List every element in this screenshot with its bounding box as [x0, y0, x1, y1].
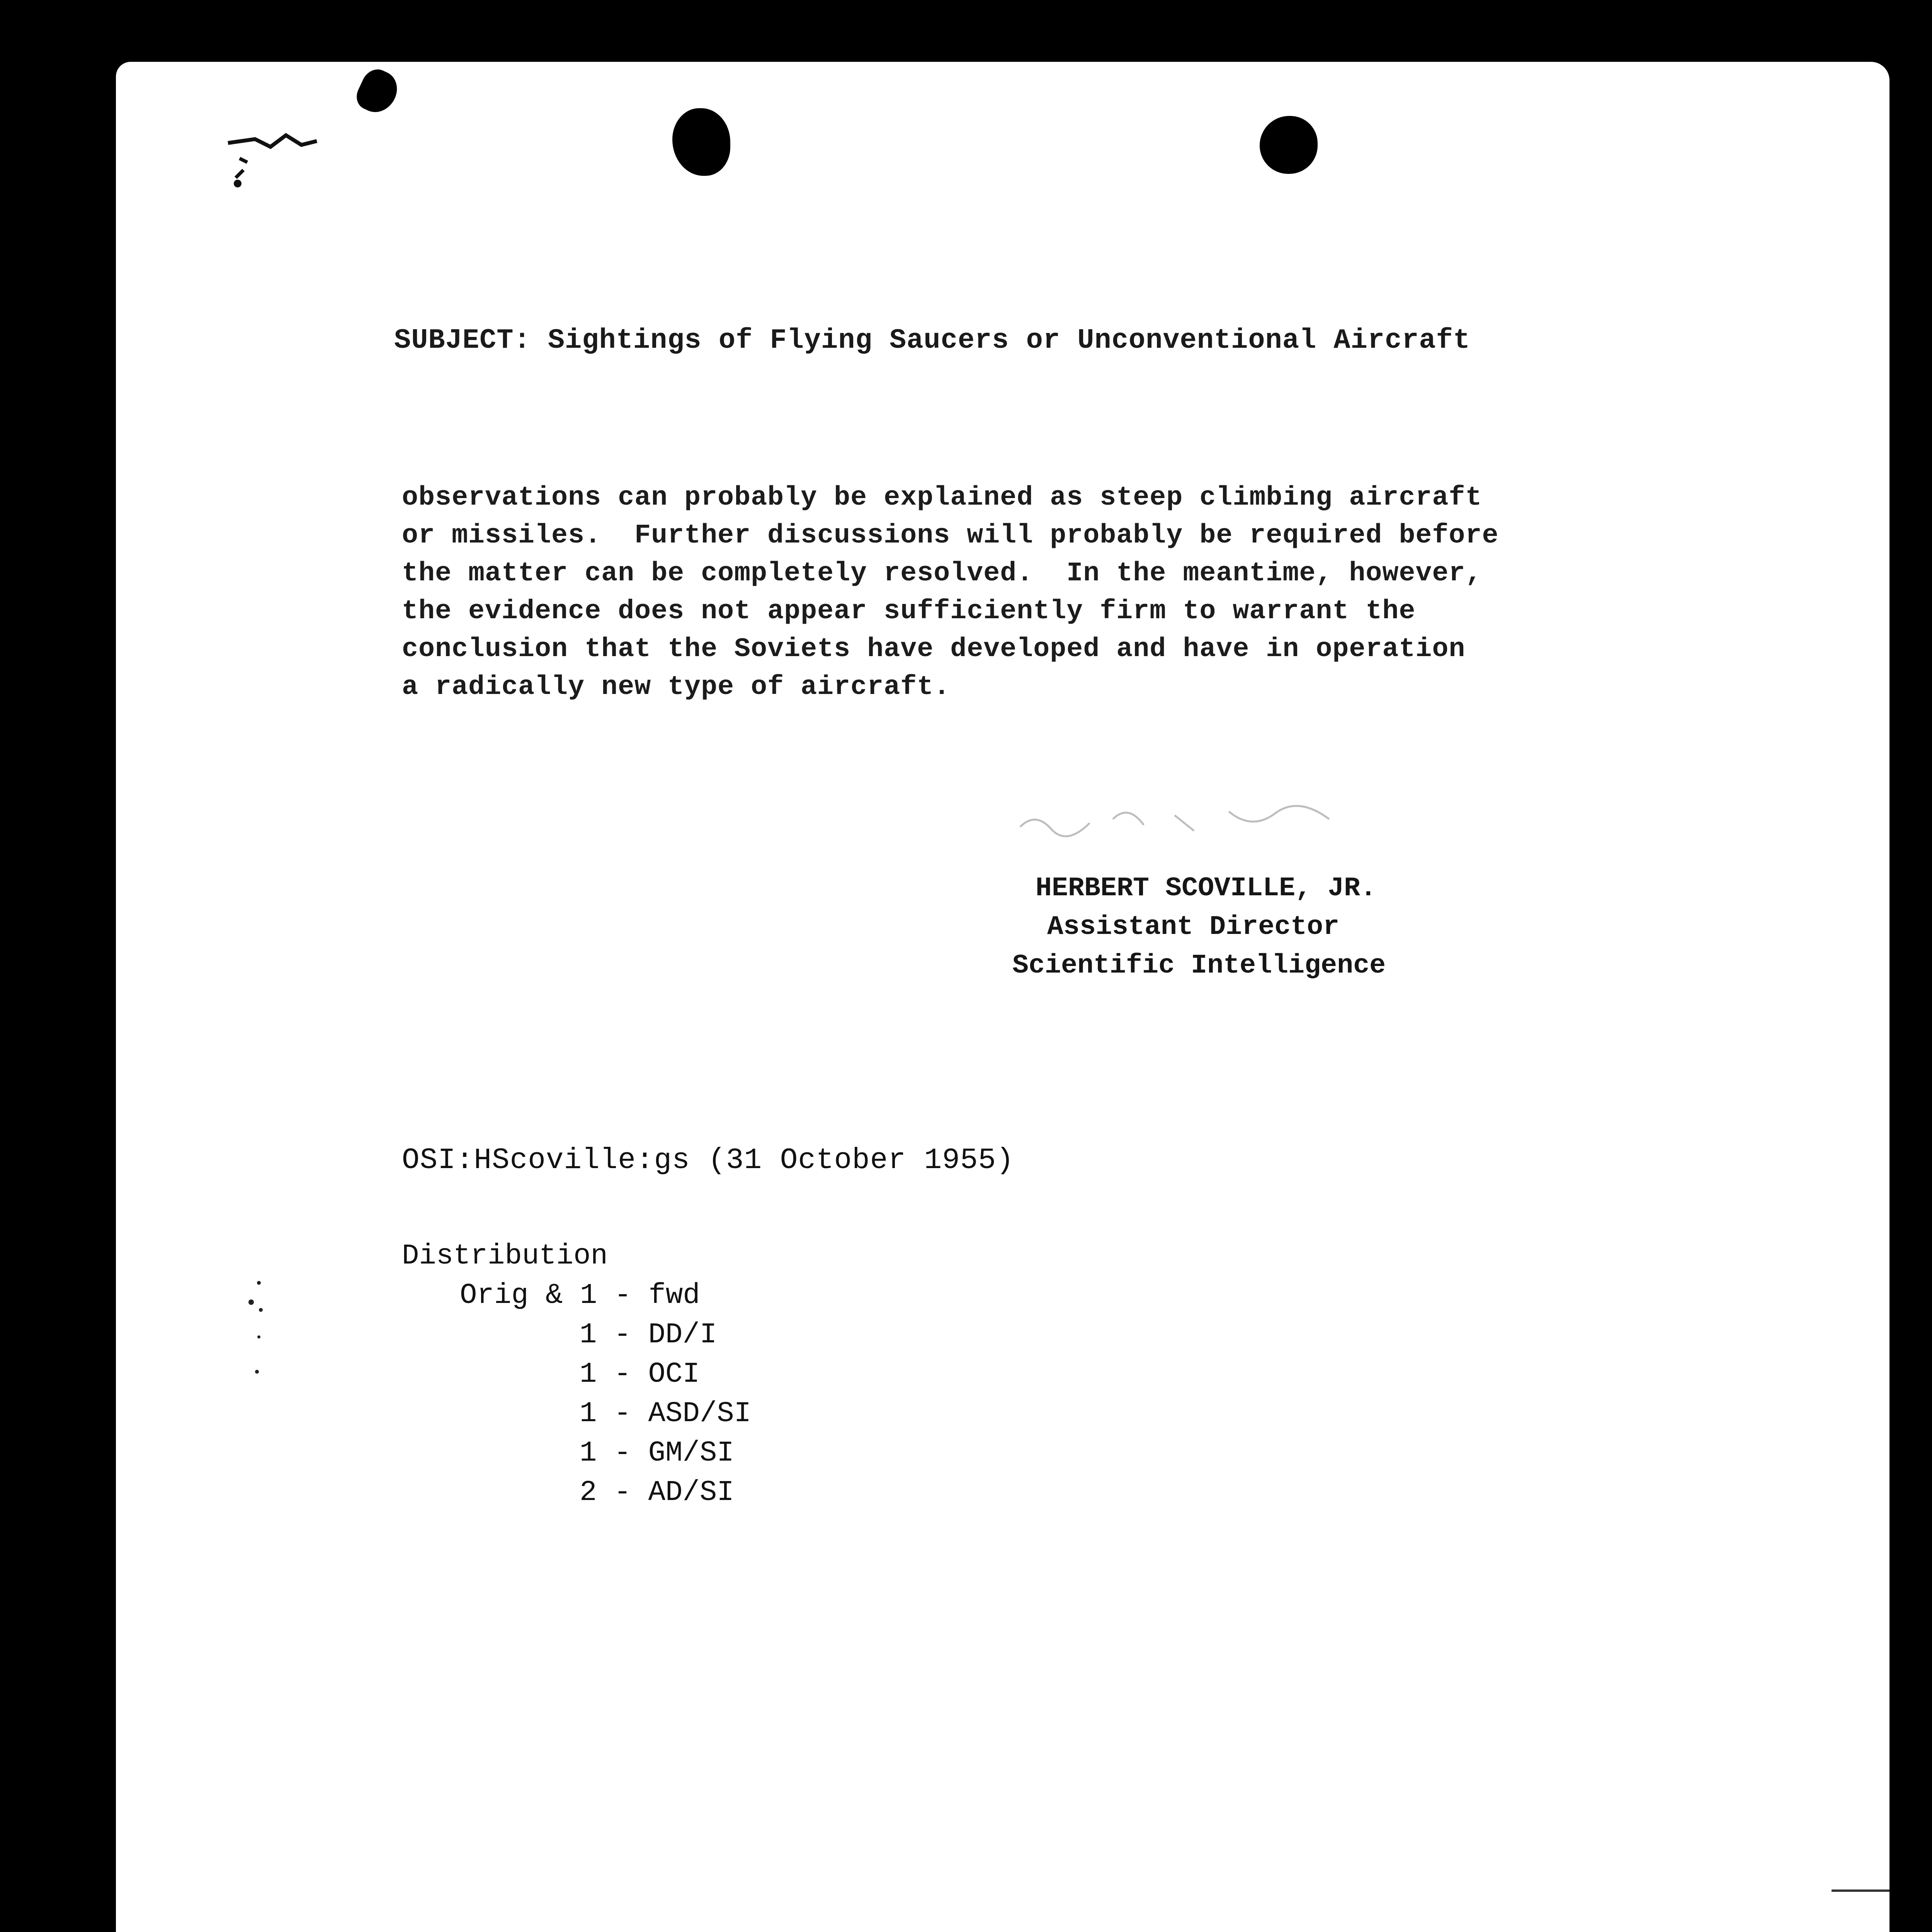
distribution-list [402, 1236, 751, 1512]
distribution-row: 1 - OCI [580, 1358, 700, 1391]
body-line: the evidence does not appear sufficiently firm to warrant the [402, 596, 1416, 627]
signer-title: Assistant Director [1047, 912, 1340, 942]
punch-hole [672, 108, 730, 176]
ink-blot [352, 65, 403, 119]
reference-line: OSI:HScoville:gs (31 October 1955) [402, 1144, 1014, 1177]
handwritten-signature [1012, 796, 1360, 842]
signer-office: Scientific Intelligence [1012, 951, 1386, 981]
signature-block [1012, 869, 1386, 985]
body-paragraph [402, 479, 1619, 706]
scan-artifact [243, 1275, 274, 1391]
signer-name: HERBERT SCOVILLE, JR. [1036, 873, 1377, 904]
body-line: observations can probably be explained as steep climbing aircraft [402, 483, 1482, 513]
distribution-row: 1 - DD/I [580, 1319, 717, 1351]
distribution-row: 1 - GM/SI [580, 1437, 734, 1469]
distribution-row: 1 - ASD/SI [580, 1398, 752, 1430]
distribution-title: Distribution [402, 1240, 608, 1272]
document-page [116, 62, 1889, 1932]
body-line: a radically new type of aircraft. [402, 672, 951, 702]
punch-hole [1260, 116, 1318, 174]
subject-line: SUBJECT: Sightings of Flying Saucers or Unconventional Aircraft [394, 325, 1471, 356]
distribution-row: 2 - AD/SI [580, 1476, 734, 1509]
body-line: conclusion that the Soviets have developed and have in operation [402, 634, 1466, 665]
body-line: or missiles. Further discussions will probably be required before [402, 520, 1499, 551]
distribution-row: Orig & 1 - fwd [460, 1279, 700, 1312]
scan-artifact [224, 128, 340, 189]
scan-artifact [1832, 1889, 1889, 1892]
body-line: the matter can be completely resolved. In the meantime, however, [402, 558, 1482, 589]
